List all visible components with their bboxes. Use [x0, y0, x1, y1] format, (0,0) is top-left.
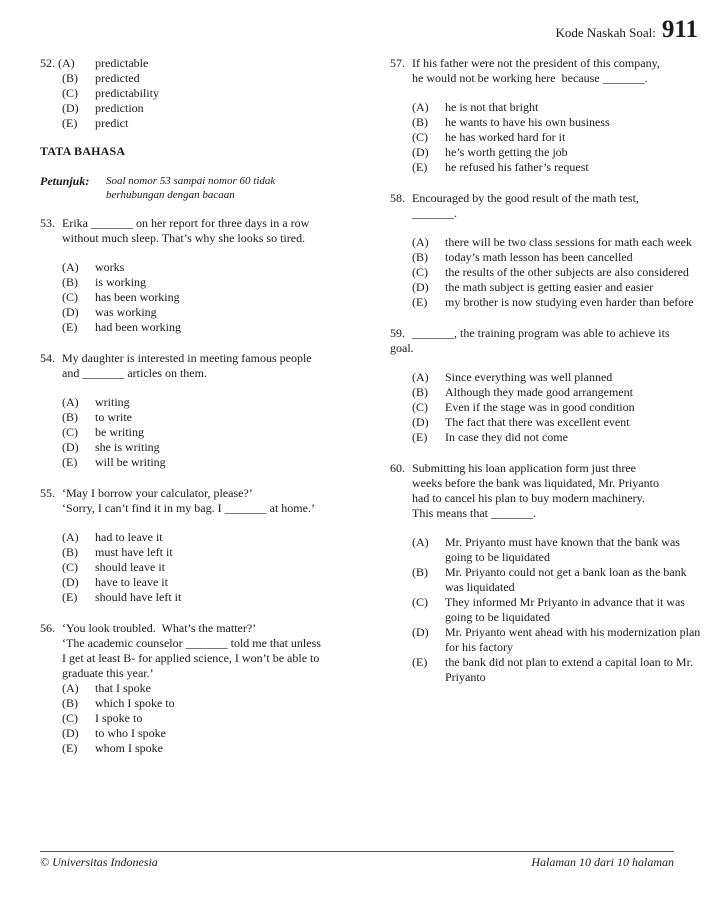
option: (A) Mr. Priyanto must have known that the bank was going to be liquidated — [412, 535, 680, 564]
option: (D) was working — [62, 305, 157, 319]
question-stem-line: I get at least B- for applied science, I won’t be able to — [62, 651, 320, 665]
option: (D) to who I spoke — [62, 726, 166, 740]
option: (E) whom I spoke — [62, 741, 163, 755]
footer-divider — [40, 851, 674, 852]
question-stem-line: _______. — [412, 206, 457, 220]
q55-options — [40, 530, 352, 605]
option: (E) he refused his father’s request — [412, 160, 589, 174]
question-53 — [40, 216, 352, 246]
question-54 — [40, 351, 352, 381]
question-stem-line: weeks before the bank was liquidated, Mr. Priyanto — [412, 476, 659, 490]
question-stem-line: This means that _______. — [412, 506, 536, 520]
option: (E) the bank did not plan to extend a capital loan to Mr. Priyanto — [412, 655, 693, 684]
question-stem-line: ‘Sorry, I can’t find it in my bag. I _______ at home.’ — [62, 501, 315, 515]
option: (D) she is writing — [62, 440, 160, 454]
q57-options — [390, 100, 702, 175]
question-stem-line: ‘You look troubled. What’s the matter?’ — [62, 621, 257, 635]
option: 52. (A) predictable — [40, 56, 149, 70]
option: (D) Mr. Priyanto went ahead with his modernization plan for his factory — [412, 625, 701, 654]
option: (C) the results of the other subjects are also considered — [412, 265, 689, 279]
option: (D) have to leave it — [62, 575, 168, 589]
option: (C) he has worked hard for it — [412, 130, 566, 144]
question-stem-line: Submitting his loan application form just three — [412, 461, 636, 475]
option: (D) the math subject is getting easier and easier — [412, 280, 654, 294]
instructions-text-2: berhubungan dengan bacaan — [106, 189, 235, 201]
option: (B) must have left it — [62, 545, 173, 559]
question-stem-line: _______, the training program was able to achieve its — [412, 326, 670, 340]
option: (C) be writing — [62, 425, 144, 439]
question-stem-line: he would not be working here because _______. — [412, 71, 648, 85]
question-stem-line: graduate this year.’ — [62, 666, 154, 680]
question-stem-line: My daughter is interested in meeting famous people — [62, 351, 312, 365]
question-number: 59. — [390, 326, 405, 340]
option: (C) I spoke to — [62, 711, 143, 725]
option: (C) predictability — [62, 86, 159, 100]
question-number: 54. — [40, 351, 55, 365]
question-59 — [390, 326, 702, 356]
question-number: 56. — [40, 621, 55, 635]
option: (A) he is not that bright — [412, 100, 539, 114]
q53-options — [40, 260, 352, 335]
option: (D) The fact that there was excellent event — [412, 415, 630, 429]
q58-options — [390, 235, 702, 310]
copyright-text: © Universitas Indonesia — [40, 855, 158, 869]
question-58 — [390, 191, 702, 221]
question-stem-line: without much sleep. That’s why she looks so tired. — [62, 231, 306, 245]
option: (B) Mr. Priyanto could not get a bank loan as the bank was liquidated — [412, 565, 687, 594]
option: (B) to write — [62, 410, 132, 424]
question-stem-line: ‘May I borrow your calculator, please?’ — [62, 486, 253, 500]
option: (B) which I spoke to — [62, 696, 175, 710]
q59-options — [390, 370, 702, 445]
option: (B) predicted — [62, 71, 140, 85]
question-stem-line: and _______ articles on them. — [62, 366, 207, 380]
option: (D) prediction — [62, 101, 144, 115]
instructions — [40, 174, 352, 202]
question-number: 57. — [390, 56, 405, 70]
section-title: TATA BAHASA — [40, 144, 126, 158]
option: (A) that I spoke — [62, 681, 151, 695]
instructions-text-1: Soal nomor 53 sampai nomor 60 tidak — [106, 175, 276, 187]
option: (C) should leave it — [62, 560, 165, 574]
option: (A) Since everything was well planned — [412, 370, 613, 384]
right-column — [390, 56, 702, 685]
option: (A) writing — [62, 395, 130, 409]
option: (B) Although they made good arrangement — [412, 385, 633, 399]
exam-code-label: Kode Naskah Soal: — [555, 25, 656, 40]
option: (E) had been working — [62, 320, 181, 334]
option: (E) should have left it — [62, 590, 182, 604]
question-60 — [390, 461, 702, 521]
option: (B) is working — [62, 275, 146, 289]
option: (E) predict — [62, 116, 129, 130]
question-57 — [390, 56, 702, 86]
option: (C) Even if the stage was in good condition — [412, 400, 635, 414]
option: (E) In case they did not come — [412, 430, 568, 444]
question-55 — [40, 486, 352, 516]
option: (E) will be writing — [62, 455, 166, 469]
option: (A) there will be two class sessions for math each week — [412, 235, 692, 249]
question-stem-line: Erika _______ on her report for three days in a row — [62, 216, 310, 230]
q56-options — [40, 681, 352, 756]
instructions-label: Petunjuk: — [40, 174, 90, 188]
question-stem-line: ‘The academic counselor _______ told me that unless — [62, 636, 321, 650]
question-number: 58. — [390, 191, 405, 205]
page-number: Halaman 10 dari 10 halaman — [531, 855, 674, 869]
question-number: 53. — [40, 216, 55, 230]
option: (E) my brother is now studying even harder than before — [412, 295, 694, 309]
left-column — [40, 56, 352, 756]
exam-code: 911 — [661, 16, 698, 43]
option: (B) today’s math lesson has been cancelled — [412, 250, 633, 264]
question-number: 55. — [40, 486, 55, 500]
q52-options — [40, 56, 352, 131]
option: (C) They informed Mr Priyanto in advance that it was going to be liquidated — [412, 595, 685, 624]
question-56 — [40, 621, 352, 681]
q54-options — [40, 395, 352, 470]
q60-options — [390, 535, 702, 685]
option: (B) he wants to have his own business — [412, 115, 610, 129]
page-footer — [40, 855, 674, 870]
question-stem-line: had to cancel his plan to buy modern machinery. — [412, 491, 645, 505]
question-stem-line: If his father were not the president of this company, — [412, 56, 660, 70]
option: (A) had to leave it — [62, 530, 163, 544]
page-header — [556, 16, 699, 44]
question-stem-line: goal. — [390, 341, 414, 355]
question-stem-line: Encouraged by the good result of the math test, — [412, 191, 639, 205]
option: (D) he’s worth getting the job — [412, 145, 568, 159]
option: (C) has been working — [62, 290, 180, 304]
question-number: 60. — [390, 461, 405, 475]
option: (A) works — [62, 260, 125, 274]
